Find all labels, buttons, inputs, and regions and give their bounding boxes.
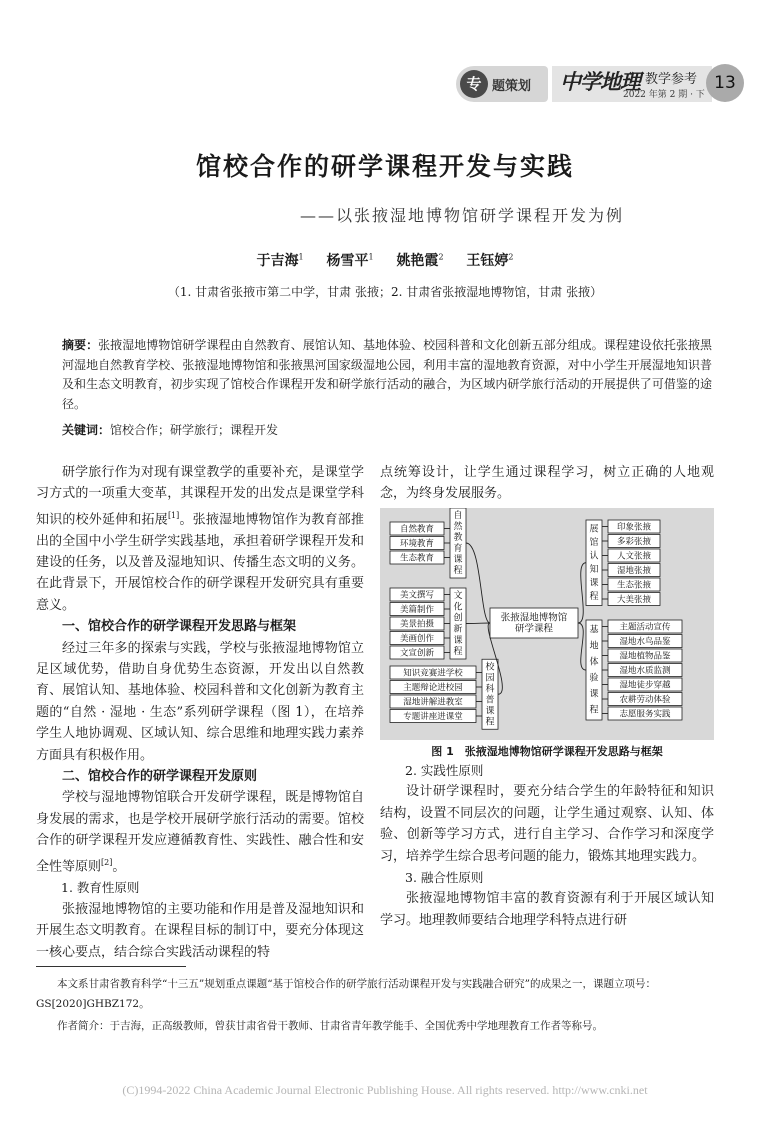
paragraph: 学校与湿地博物馆联合开发研学课程，既是博物馆自身发展的需求，也是学校开展研学旅行活动的需要。馆校合作的研学课程开发应遵循教育性、实践性、融合性和安全性等原则[2]。	[36, 790, 364, 874]
course-group-label: 程	[485, 717, 495, 728]
course-item-label: 美文撰写	[399, 590, 435, 601]
article-title: 馆校合作的研学课程开发与实践	[195, 152, 574, 181]
course-item-label: 美篇制作	[399, 605, 435, 615]
course-item-label: 多彩张掖	[616, 537, 652, 547]
author: 王钰婷$^2$	[466, 252, 514, 269]
course-group-label: 新	[453, 624, 463, 635]
course-group-label: 地	[589, 641, 599, 652]
section-heading: 二、馆校合作的研学课程开发原则	[62, 769, 258, 785]
keywords	[62, 421, 712, 438]
course-group-label: 课	[589, 689, 599, 700]
course-group-label: 课	[453, 555, 463, 565]
course-item-label: 湿地张掖	[616, 566, 652, 576]
course-item-label: 专题讲座进课堂	[403, 712, 463, 722]
author: 杨雪平$^1$	[326, 252, 374, 269]
course-group-label: 育	[453, 544, 463, 554]
course-group-label: 教	[453, 533, 463, 543]
course-group-label: 创	[453, 613, 463, 624]
page-number: 13	[706, 64, 744, 102]
left-column	[36, 462, 364, 963]
connector-curve	[578, 563, 586, 623]
course-group-label: 普	[485, 695, 495, 706]
course-group-label: 课	[453, 635, 463, 646]
article-subtitle: ——以张掖湿地博物馆研学课程开发为例	[300, 206, 625, 225]
course-item-label: 人文张掖	[616, 551, 652, 562]
course-framework-diagram	[380, 508, 714, 740]
course-item-label: 美景拍摄	[399, 619, 435, 630]
course-item-label: 湿地水质监测	[619, 666, 671, 676]
course-item-label: 湿地植物品鉴	[619, 651, 671, 662]
connector-curve	[578, 623, 586, 670]
course-item-label: 湿地讲解进教室	[403, 697, 463, 708]
course-item-label: 自然教育	[399, 524, 435, 535]
course-group-label: 文	[453, 591, 463, 602]
author: 于吉海$^1$	[256, 252, 304, 269]
course-item-label: 印象张掖	[616, 522, 652, 533]
course-group-label: 自	[453, 511, 463, 521]
section-badge	[456, 66, 548, 102]
paragraph: 张掖湿地博物馆的主要功能和作用是普及湿地知识和开展生态文明教育。在课程目标的制订中，要充分体现这一核心要点，结合综合实践活动课程的特	[36, 901, 364, 960]
funding-note: 本文系甘肃省教育科学“十三五”规划重点课题“基于馆校合作的研学旅行活动课程开发与实践融合研究”的成果之一，课题立项号：GS[2020]GHBZ172。	[36, 978, 656, 1010]
issue-info: 2022 年第 2 期 · 下	[623, 90, 705, 100]
course-item-label: 大美张掖	[616, 595, 652, 605]
section-badge-icon: 专	[460, 70, 488, 98]
section-heading: 一、馆校合作的研学课程开发思路与框架	[62, 619, 297, 635]
journal-subtitle: 教学参考	[645, 72, 698, 87]
course-group-label: 园	[485, 673, 495, 684]
course-group-label: 程	[589, 592, 599, 603]
subsection-heading: 1. 教育性原则	[61, 880, 140, 896]
course-group-label: 验	[589, 673, 599, 684]
paragraph: 设计研学课程时，要充分结合学生的年龄特征和知识结构，设置不同层次的问题，让学生通过观察、认知、体验、创新等学习方式，进行自主学习、合作学习和深度学习，培养学生综合思考问题的能力，锻炼其地理实践力。	[380, 784, 714, 864]
course-group-label: 程	[589, 705, 599, 716]
course-item-label: 湿地水鸟品鉴	[619, 637, 671, 647]
course-group-label: 课	[485, 706, 495, 717]
course-item-label: 农耕劳动体验	[619, 695, 671, 705]
course-group-label: 化	[453, 602, 463, 613]
course-item-label: 志愿服务实践	[619, 709, 671, 720]
course-group-label: 程	[453, 646, 463, 657]
course-group-label: 校	[485, 662, 495, 673]
center-node-label: 研学课程	[514, 623, 554, 635]
citation[interactable]: [2]	[101, 857, 113, 867]
author-bio: 作者简介：于吉海，正高级教师，曾获甘肃省骨干教师、甘肃省青年教学能手、全国优秀中学地理教育工作者等称号。	[57, 1020, 603, 1032]
course-item-label: 主题辩论进校园	[403, 683, 463, 693]
right-column-top	[380, 462, 714, 505]
keywords-label: 关键词：	[62, 423, 111, 437]
course-item-label: 生态教育	[399, 553, 435, 564]
abstract-label: 摘要：	[62, 338, 99, 352]
course-item-label: 美画创作	[399, 634, 435, 644]
paragraph: 张掖湿地博物馆丰富的教育资源有利于开展区域认知学习。地理教师要结合地理学科特点进行研	[380, 891, 714, 928]
course-group-label: 科	[485, 684, 495, 695]
course-item-label: 环境教育	[399, 539, 435, 549]
footnote-rule	[36, 966, 186, 967]
course-group-label: 知	[589, 565, 599, 576]
course-group-label: 展	[589, 524, 599, 535]
subsection-heading: 3. 融合性原则	[405, 870, 484, 886]
author: 姚艳霞$^2$	[396, 252, 444, 269]
center-node-label: 张掖湿地博物馆	[500, 612, 568, 624]
course-group-label: 体	[589, 657, 599, 668]
abstract-text: 张掖湿地博物馆研学课程由自然教育、展馆认知、基地体验、校园科普和文化创新五部分组成。课程建设依托张掖黑河湿地自然教育学校、张掖湿地博物馆和张掖黑河国家级湿地公园，利用丰富的湿地教育资源，对中小学生开展湿地知识普及和生态文明教育，初步实现了馆校合作课程开发和研学旅行活动的融合，为区域内研学旅行活动的开展提供了可借鉴的途径。	[62, 338, 712, 411]
course-item-label: 生态张掖	[616, 580, 652, 591]
section-label: 题策划	[492, 79, 532, 94]
author-list	[0, 250, 770, 270]
citation[interactable]: [1]	[167, 510, 180, 520]
journal-logo: 中学地理	[560, 69, 640, 94]
paragraph: 经过三年多的探索与实践，学校与张掖湿地博物馆立足区域优势，借助自身优势生态资源，开发出以自然教育、展馆认知、基地体验、校园科普和文化创新为教育主题的“自然 · 湿地 · 生态”系列研学课程（图 1），在培养学生人地协调观、区域认知、综合思维和地理实践力素养方面具有积极作用。	[36, 640, 364, 763]
course-group-label: 课	[589, 578, 599, 589]
right-column-bottom	[380, 760, 714, 931]
course-group-label: 馆	[589, 537, 599, 548]
affiliation: （1. 甘肃省张掖市第二中学，甘肃 张掖；2. 甘肃省张掖湿地博物馆，甘肃 张掖）	[167, 285, 603, 299]
connector-curve	[466, 543, 490, 623]
course-group-label: 然	[453, 522, 463, 532]
connector-curve	[466, 623, 490, 624]
paragraph: 点统筹设计，让学生通过课程学习，树立正确的人地观念，为终身发展服务。	[380, 465, 714, 502]
course-item-label: 主题活动宣传	[619, 622, 671, 633]
course-group-label: 程	[453, 566, 463, 576]
abstract	[62, 336, 712, 414]
course-group-label: 基	[589, 625, 599, 636]
course-group-label: 认	[589, 551, 599, 562]
figure-caption: 图 1 张掖湿地博物馆研学课程开发思路与框架	[431, 745, 663, 758]
course-item-label: 文宣创新	[399, 648, 435, 659]
subsection-heading: 2. 实践性原则	[405, 763, 484, 778]
paragraph: 研学旅行作为对现有课堂教学的重要补充，是课堂学习方式的一项重大变革，其课程开发的出发点是课堂学科知识的校外延伸和拓展[1]。张掖湿地博物馆作为教育部推出的全国中小学生研学实践基地，承担着研学课程开发和建设的任务，以及普及湿地知识、传播生态文明的义务。在此背景下，开展馆校合作的研学课程开发研究具有重要意义。	[36, 465, 364, 613]
course-item-label: 湿地徒步穿越	[619, 680, 671, 691]
keywords-text: 馆校合作；研学旅行；课程开发	[110, 423, 279, 437]
copyright-notice: (C)1994-2022 China Academic Journal Electronic Publishing House. All rights reserved. http://www.cnki.net	[122, 1083, 648, 1097]
course-item-label: 知识竞赛进学校	[403, 668, 463, 679]
